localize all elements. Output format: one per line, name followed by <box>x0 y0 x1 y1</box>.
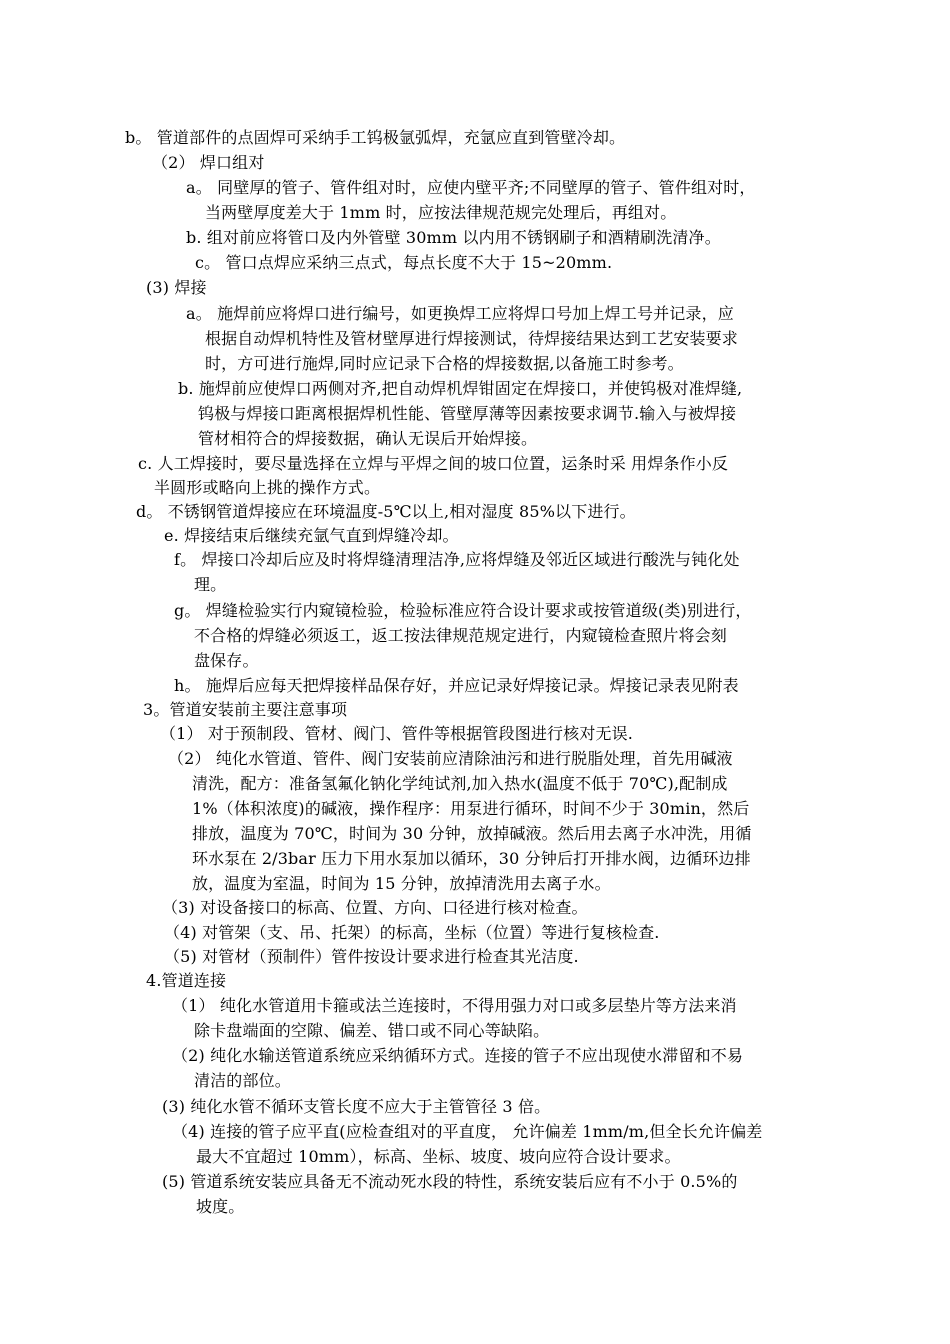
text-line: 当两壁厚度差大于 1mm 时，应按法律规范规完处理后，再组对。 <box>205 203 677 222</box>
text-line: c。 管口点焊应采纳三点式，每点长度不大于 15~20mm. <box>195 253 613 272</box>
text-line: 清洁的部位。 <box>194 1071 291 1090</box>
text-line: 放，温度为室温，时间为 15 分钟，放掉清洗用去离子水。 <box>192 874 611 893</box>
text-line: 理。 <box>194 575 227 594</box>
text-line: (5) 管道系统安装应具备无不流动死水段的特性，系统安装后应有不小于 0.5%的 <box>162 1172 738 1191</box>
text-line: b。 管道部件的点固焊可采纳手工钨极氩弧焊，充氩应直到管壁冷却。 <box>125 128 626 147</box>
text-line: （2） 纯化水管道、管件、阀门安装前应清除油污和进行脱脂处理，首先用碱液 <box>168 749 733 768</box>
text-line: a。 施焊前应将焊口进行编号，如更换焊工应将焊口号加上焊工号并记录，应 <box>186 304 734 323</box>
text-line: （4) 对管架（支、吊、托架）的标高，坐标（位置）等进行复核检查. <box>164 923 660 942</box>
text-line: （1） 对于预制段、管材、阀门、管件等根据管段图进行核对无误. <box>160 724 634 743</box>
text-line: （4) 连接的管子应平直(应检查组对的平直度， 允许偏差 1mm/m,但全长允许偏差 <box>172 1122 763 1141</box>
text-line: e. 焊接结束后继续充氩气直到焊缝冷却。 <box>164 526 459 545</box>
text-line: 除卡盘端面的空隙、偏差、错口或不同心等缺陷。 <box>194 1021 550 1040</box>
text-line: a。 同壁厚的管子、管件组对时，应使内壁平齐;不同壁厚的管子、管件组对时， <box>186 178 756 197</box>
text-line: 环水泵在 2/3bar 压力下用水泵加以循环，30 分钟后打开排水阀，边循环边排 <box>192 849 751 868</box>
text-line: b. 施焊前应使焊口两侧对齐,把自动焊机焊钳固定在焊接口，并使钨极对准焊缝, <box>178 379 743 398</box>
text-line: 4.管道连接 <box>146 971 227 990</box>
text-line: (3) 焊接 <box>146 278 207 297</box>
text-line: h。 施焊后应每天把焊接样品保存好，并应记录好焊接记录。焊接记录表见附表 <box>174 676 739 695</box>
text-line: 3。管道安装前主要注意事项 <box>143 700 348 719</box>
text-line: 不合格的焊缝必须返工，返工按法律规范规定进行，内窥镜检查照片将会刻 <box>194 626 727 645</box>
text-line: 清洗，配方：准备氢氟化钠化学纯试剂,加入热水(温度不低于 70℃),配制成 <box>192 774 728 793</box>
text-line: （1） 纯化水管道用卡箍或法兰连接时，不得用强力对口或多层垫片等方法来消 <box>172 996 737 1015</box>
text-line: 1%（体积浓度)的碱液，操作程序：用泵进行循环，时间不少于 30min，然后 <box>192 799 750 818</box>
text-line: f。 焊接口冷却后应及时将焊缝清理洁净,应将焊缝及邻近区域进行酸洗与钝化处 <box>174 550 740 569</box>
text-line: 坡度。 <box>196 1197 245 1216</box>
text-line: (3) 纯化水管不循环支管长度不应大于主管管径 3 倍。 <box>162 1097 551 1116</box>
text-line: 管材相符合的焊接数据，确认无误后开始焊接。 <box>198 429 538 448</box>
text-line: （5) 对管材（预制件）管件按设计要求进行检查其光洁度. <box>164 947 579 966</box>
text-line: c. 人工焊接时，要尽量选择在立焊与平焊之间的坡口位置，运条时采 用焊条作小反 <box>138 454 729 473</box>
text-line: （2） 焊口组对 <box>152 153 265 172</box>
text-line: d。 不锈钢管道焊接应在环境温度-5℃以上,相对湿度 85%以下进行。 <box>136 502 636 521</box>
text-line: （2) 纯化水输送管道系统应采纳循环方式。连接的管子不应出现使水滞留和不易 <box>172 1046 744 1065</box>
text-line: 时，方可进行施焊,同时应记录下合格的焊接数据,以备施工时参考。 <box>205 354 684 373</box>
text-line: 盘保存。 <box>194 651 259 670</box>
text-line: 半圆形或略向上挑的操作方式。 <box>154 478 381 497</box>
text-line: 排放，温度为 70℃，时间为 30 分钟，放掉碱液。然后用去离子水冲洗，用循 <box>192 824 752 843</box>
text-line: 钨极与焊接口距离根据焊机性能、管壁厚薄等因素按要求调节.输入与被焊接 <box>198 404 737 423</box>
text-line: 最大不宜超过 10mm），标高、坐标、坡度、坡向应符合设计要求。 <box>196 1147 681 1166</box>
text-line: （3) 对设备接口的标高、位置、方向、口径进行核对检查。 <box>162 898 588 917</box>
text-line: b. 组对前应将管口及内外管壁 30mm 以内用不锈钢刷子和酒精刷洗清净。 <box>186 228 721 247</box>
text-line: g。 焊缝检验实行内窥镜检验，检验标准应符合设计要求或按管道级(类)别进行， <box>174 601 752 620</box>
text-line: 根据自动焊机特性及管材壁厚进行焊接测试，待焊接结果达到工艺安装要求 <box>205 329 738 348</box>
